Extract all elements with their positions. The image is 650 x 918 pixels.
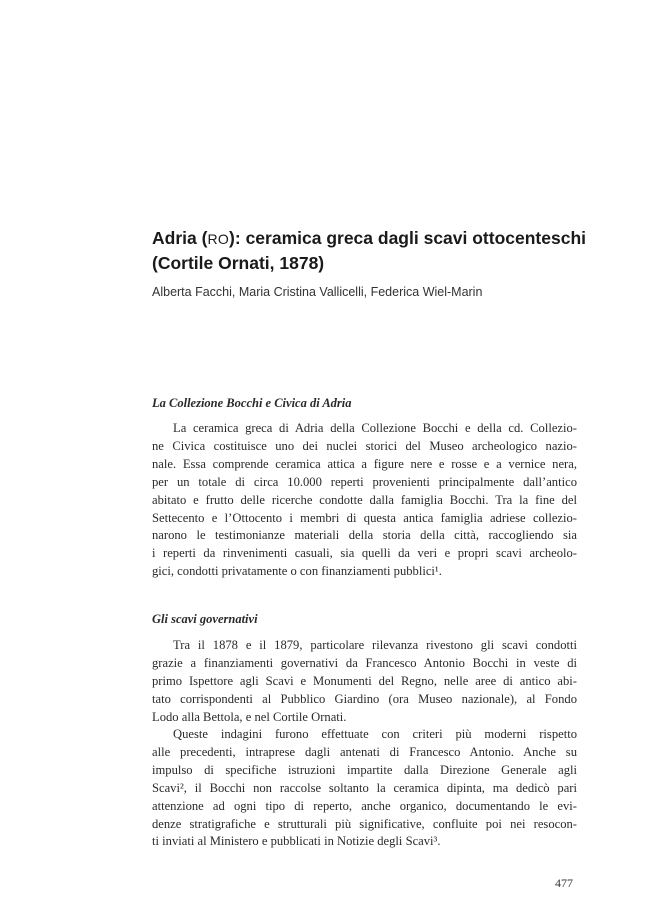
text-line: abitato e frutto delle ricerche condotte dalla famiglia Bocchi. Tra la fine del	[152, 492, 577, 507]
text-line: attenzione ad ogni tipo di reperto, anche organico, documentando le evi-	[152, 798, 577, 813]
article-title	[152, 226, 587, 275]
text-line: ti inviati al Ministero e pubblicati in Notizie degli Scavi³.	[152, 834, 441, 849]
text-line: per un totale di circa 10.000 reperti provenienti principalmente dall’antico	[152, 474, 577, 489]
text-line: Lodo alla Bettola, e nel Cortile Ornati.	[152, 709, 347, 724]
text-line: Tra il 1878 e il 1879, particolare rilevanza rivestono gli scavi condotti	[173, 638, 577, 652]
page-number: 477	[555, 876, 573, 890]
text-line: ne Civica costituisce uno dei nuclei storici del Museo archeologico nazio-	[152, 438, 577, 453]
paragraph-collezione	[152, 420, 577, 581]
text-line: gici, condotti privatamente o con finanziamenti pubblici¹.	[152, 564, 442, 579]
text-line: denze stratigrafiche e strutturali più significative, confluite poi nei resocon-	[152, 816, 577, 831]
text-line: nale. Essa comprende ceramica attica a figure nere e rosse e a vernice nera,	[152, 456, 577, 471]
text-line: grazie a finanziamenti governativi da Francesco Antonio Bocchi in veste di	[152, 655, 577, 670]
text-line: tato corrispondenti al Pubblico Giardino (ora Museo nazionale), al Fondo	[152, 691, 577, 706]
text-line: impulso di specifiche istruzioni impartite dalla Direzione Generale agli	[152, 762, 577, 777]
title-text-part: Adria (	[152, 228, 208, 248]
title-province-abbreviation: RO	[207, 231, 230, 247]
text-line: Scavi², il Bocchi non raccolse soltanto la ceramica dipinta, ma dedicò pari	[152, 780, 577, 795]
section-heading-collezione: La Collezione Bocchi e Civica di Adria	[152, 396, 352, 410]
text-line: alle precedenti, intraprese dagli antenati di Francesco Antonio. Anche su	[152, 744, 577, 759]
paragraph-scavi-2	[152, 726, 577, 851]
article-title-line-1	[152, 226, 587, 251]
text-line: Queste indagini furono effettuate con criteri più moderni rispetto	[173, 727, 577, 741]
text-line: i reperti da rinvenimenti casuali, sia quelli da veri e propri scavi archeolo-	[152, 546, 577, 561]
title-text-part: ): ceramica greca dagli scavi ottocenteschi	[229, 228, 587, 248]
text-line: narono le testimonianze materiali della storia della città, raccogliendo sia	[152, 528, 577, 543]
text-line: primo Ispettore agli Scavi e Monumenti del Regno, nelle aree di antico abi-	[152, 673, 577, 688]
text-line: La ceramica greca di Adria della Collezione Bocchi e della cd. Collezio-	[173, 421, 577, 435]
paragraph-scavi-1	[152, 637, 577, 727]
article-authors: Alberta Facchi, Maria Cristina Vallicelli, Federica Wiel-Marin	[152, 285, 483, 299]
text-line: Settecento e l’Ottocento i membri di questa antica famiglia adriese collezio-	[152, 510, 577, 525]
section-heading-scavi-governativi: Gli scavi governativi	[152, 612, 258, 626]
article-title-line-2: (Cortile Ornati, 1878)	[152, 253, 325, 273]
